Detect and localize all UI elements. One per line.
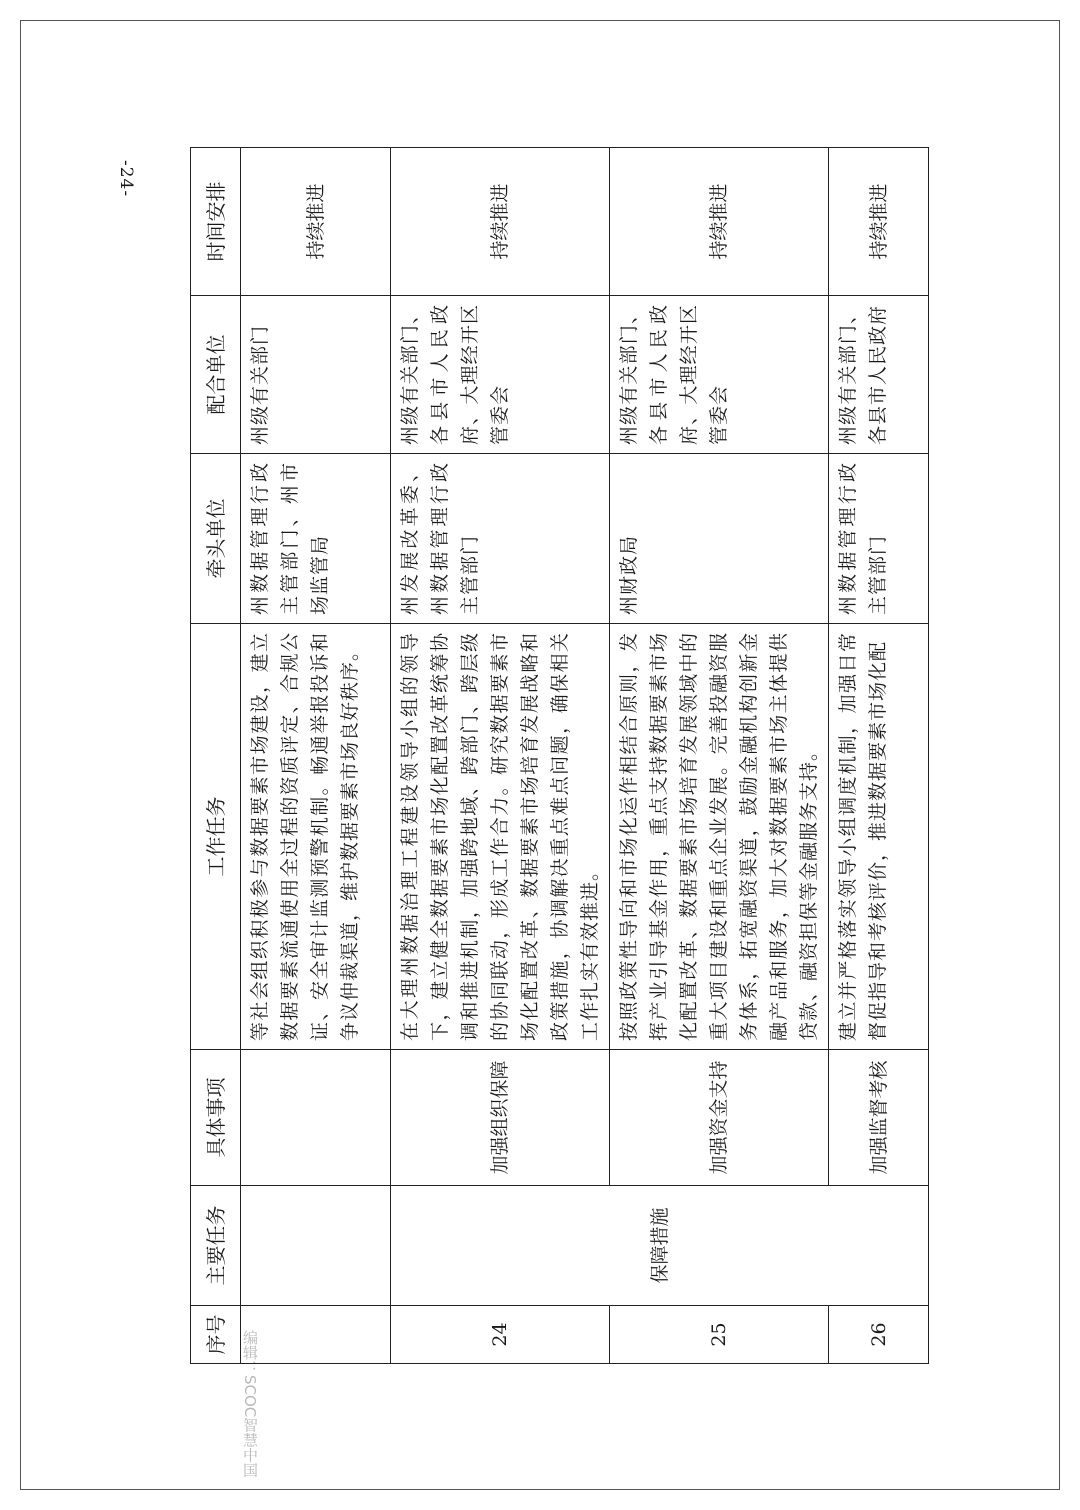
cell-lead-unit: 州数据管理行政主管部门 (829, 454, 929, 624)
table-row (829, 148, 929, 1364)
header-schedule: 时间安排 (191, 148, 241, 296)
cell-item: 加强资金支持 (610, 1050, 829, 1186)
cell-schedule: 持续推进 (829, 148, 929, 296)
table-row (610, 148, 829, 1364)
cell-work-task: 等社会组织积极参与数据要素市场建设，建立数据要素流通使用全过程的资质评定、合规公证、安全审计监测预警机制。畅通举报投诉和争议仲裁渠道，维护数据要素市场良好秩序。 (241, 624, 391, 1050)
cell-schedule: 持续推进 (391, 148, 610, 296)
header-lead-unit: 牵头单位 (191, 454, 241, 624)
rotated-table-wrapper (190, 148, 902, 1364)
cell-item (241, 1050, 391, 1186)
cell-lead-unit: 州发展改革委、州数据管理行政主管部门 (391, 454, 610, 624)
header-work-task: 工作任务 (191, 624, 241, 1050)
table-header-row (191, 148, 241, 1364)
cell-lead-unit: 州财政局 (610, 454, 829, 624)
cell-work-task: 建立并严格落实领导小组调度机制，加强日常督促指导和考核评价，推进数据要素市场化配 (829, 624, 929, 1050)
task-table (190, 147, 929, 1364)
watermark: 编辑：SCOC智慧中国 (241, 1330, 259, 1478)
cell-lead-unit: 州数据管理行政主管部门、州市场监管局 (241, 454, 391, 624)
header-main-task: 主要任务 (191, 1186, 241, 1306)
cell-coop-unit: 州级有关部门、各县市人民政府、大理经开区管委会 (391, 296, 610, 454)
header-item: 具体事项 (191, 1050, 241, 1186)
cell-main-task (241, 1186, 391, 1306)
cell-coop-unit: 州级有关部门、各县市人民政府 (829, 296, 929, 454)
cell-item: 加强组织保障 (391, 1050, 610, 1186)
cell-work-task: 在大理州数据治理工程建设领导小组的领导下，建立健全数据要素市场化配置改革统筹协调和推进机制，加强跨地域、跨部门、跨层级的协同联动，形成工作合力。研究数据要素市场化配置改革、数据要素市场培育发展战略和政策措施，协调解决重点难点问题，确保相关工作扎实有效推进。 (391, 624, 610, 1050)
cell-work-task: 按照政策性导向和市场化运作相结合原则，发挥产业引导基金作用，重点支持数据要素市场化配置改革、数据要素市场培育发展领域中的重大项目建设和重点企业发展。完善投融资服务体系，拓宽融资渠道，鼓励金融机构创新金融产品和服务，加大对数据要素市场主体提供贷款、融资担保等金融服务支持。 (610, 624, 829, 1050)
cell-item: 加强监督考核 (829, 1050, 929, 1186)
cell-seq: 24 (391, 1306, 610, 1364)
cell-group-label: 保障措施 (391, 1186, 929, 1306)
cell-schedule: 持续推进 (241, 148, 391, 296)
table-row (241, 148, 391, 1364)
cell-coop-unit: 州级有关部门、各县市人民政府、大理经开区管委会 (610, 296, 829, 454)
cell-coop-unit: 州级有关部门 (241, 296, 391, 454)
table-row (391, 148, 610, 1364)
cell-seq: 26 (829, 1306, 929, 1364)
cell-seq (241, 1306, 391, 1364)
cell-schedule: 持续推进 (610, 148, 829, 296)
page-number: -24- (116, 160, 136, 198)
cell-seq: 25 (610, 1306, 829, 1364)
header-coop-unit: 配合单位 (191, 296, 241, 454)
header-seq: 序号 (191, 1306, 241, 1364)
